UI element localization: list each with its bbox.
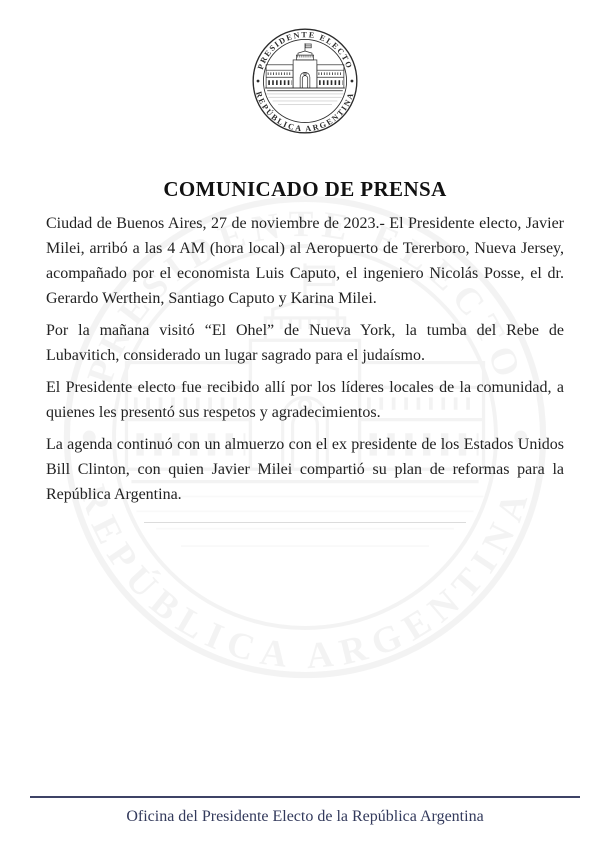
section-divider <box>144 522 466 523</box>
footer-rule <box>30 796 580 798</box>
press-release-body <box>46 211 564 514</box>
paragraph-ohel-visit: Por la mañana visitó “El Ohel” de Nueva York, la tumba del Rebe de Lubavitich, considerado un lugar sagrado para el judaísmo. <box>46 322 564 364</box>
seal-bottom-text: REPÚBLICA ARGENTINA <box>254 90 356 134</box>
paragraph-arrival: Ciudad de Buenos Aires, 27 de noviembre de 2023.- El Presidente electo, Javier Milei, arribó a las 4 AM (hora local) al Aeropuerto de Tererboro, Nueva Jersey, acompañado por el economista Luis Caputo, el ingeniero Nicolás Posse, el dr. Gerardo Werthein, Santiago Caputo y Karina Milei. <box>46 215 564 307</box>
page-title: COMUNICADO DE PRENSA <box>163 177 447 202</box>
presidential-seal-icon <box>251 27 359 135</box>
footer-office-name: Oficina del Presidente Electo de la República Argentina <box>126 808 484 825</box>
svg-text:REPÚBLICA ARGENTINA <box>254 90 356 133</box>
seal-ruled-lines <box>266 94 344 105</box>
paragraph-clinton-lunch: La agenda continuó con un almuerzo con el ex presidente de los Estados Unidos Bill Clinton, con quien Javier Milei compartió su plan de reformas para la República Argentina. <box>46 436 564 503</box>
paragraph-community: El Presidente electo fue recibido allí por los líderes locales de la comunidad, a quienes les presentó sus respetos y agradecimientos. <box>46 379 564 421</box>
seal-top-text: PRESIDENTE ELECTO <box>255 30 355 71</box>
